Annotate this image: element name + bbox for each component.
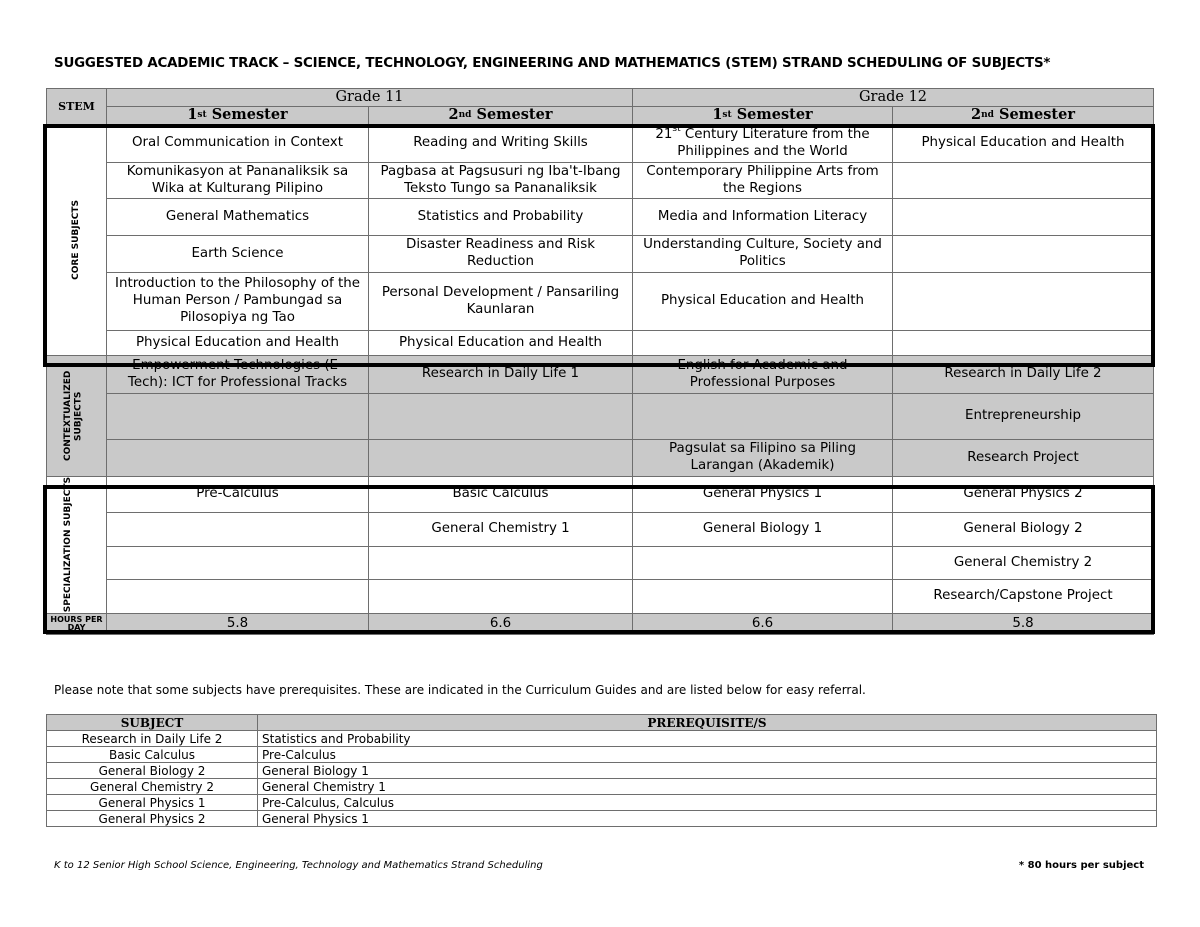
contextualized-cell: Research Project (893, 440, 1154, 477)
stem-header: STEM (46, 88, 107, 125)
contextualized-cell: Research in Daily Life 2 (893, 356, 1154, 394)
specialization-cell (369, 580, 633, 614)
core-cell (633, 331, 893, 356)
specialization-cell: Pre-Calculus (107, 477, 369, 513)
specialization-cell (107, 547, 369, 580)
core-cell: Physical Education and Health (633, 273, 893, 331)
contextualized-cell: Entrepreneurship (893, 394, 1154, 440)
specialization-cell (369, 547, 633, 580)
core-cell (893, 331, 1154, 356)
contextualized-cell (633, 394, 893, 440)
contextualized-cell (369, 394, 633, 440)
hours-value: 6.6 (369, 614, 633, 635)
specialization-cell: General Chemistry 2 (893, 547, 1154, 580)
prereq-col-subject: SUBJECT (47, 715, 258, 731)
core-cell: Reading and Writing Skills (369, 125, 633, 163)
prerequisite-table (46, 714, 1157, 827)
table-row (47, 795, 1157, 811)
grade12-header: Grade 12 (633, 88, 1154, 107)
g11-sem2-header: 2 $^{nd}$ Semester (369, 107, 633, 125)
specialization-cell (633, 547, 893, 580)
core-cell: Introduction to the Philosophy of the Human Person / Pambungad sa Pilosopiya ng Tao (107, 273, 369, 331)
prereq-subject: General Physics 1 (47, 795, 258, 811)
schedule-table (46, 88, 1154, 654)
core-cell: Disaster Readiness and Risk Reduction (369, 236, 633, 273)
contextualized-cell (107, 440, 369, 477)
specialization-cell (107, 513, 369, 547)
g12-sem1-header: 1 $^{st}$ Semester (633, 107, 893, 125)
hours-value: 6.6 (633, 614, 893, 635)
core-cell: Contemporary Philippine Arts from the Regions (633, 163, 893, 199)
specialization-cell: Research/Capstone Project (893, 580, 1154, 614)
prereq-subject: General Chemistry 2 (47, 779, 258, 795)
core-cell: General Mathematics (107, 199, 369, 236)
core-cell: Personal Development / Pansariling Kaunlaran (369, 273, 633, 331)
specialization-cell: General Chemistry 1 (369, 513, 633, 547)
specialization-cell: General Biology 2 (893, 513, 1154, 547)
table-row (47, 763, 1157, 779)
core-cell: Earth Science (107, 236, 369, 273)
prerequisite-note: Please note that some subjects have prerequisites. These are indicated in the Curriculum Guides and are listed below for easy referral. (54, 683, 866, 697)
prereq-value: General Chemistry 1 (258, 779, 1157, 795)
g11-sem1-header: 1 $^{st}$ Semester (107, 107, 369, 125)
prereq-col-prereq: PREREQUISITE/S (258, 715, 1157, 731)
footer-document-title: K to 12 Senior High School Science, Engineering, Technology and Mathematics Strand Scheduling (54, 860, 543, 871)
table-row (47, 811, 1157, 827)
prereq-value: General Biology 1 (258, 763, 1157, 779)
specialization-cell: Basic Calculus (369, 477, 633, 513)
prereq-value: Statistics and Probability (258, 731, 1157, 747)
core-cell (893, 199, 1154, 236)
table-row (47, 731, 1157, 747)
core-cell (893, 163, 1154, 199)
table-row (47, 779, 1157, 795)
contextualized-cell: Pagsulat sa Filipino sa Piling Larangan (Akademik) (633, 440, 893, 477)
hours-value: 5.8 (893, 614, 1154, 635)
specialization-cell (107, 580, 369, 614)
hours-value: 5.8 (107, 614, 369, 635)
hours-per-day-label: HOURS PER DAY (46, 614, 107, 635)
prereq-subject: General Biology 2 (47, 763, 258, 779)
core-subjects-label: CORE SUBJECTS (46, 125, 107, 356)
prereq-value: Pre-Calculus, Calculus (258, 795, 1157, 811)
prereq-subject: Basic Calculus (47, 747, 258, 763)
core-cell: Physical Education and Health (107, 331, 369, 356)
prereq-value: General Physics 1 (258, 811, 1157, 827)
core-cell: Physical Education and Health (893, 125, 1154, 163)
contextualized-cell: Empowerment Technologies (E-Tech): ICT for Professional Tracks (107, 356, 369, 394)
contextualized-cell: English for Academic and Professional Purposes (633, 356, 893, 394)
core-cell: Physical Education and Health (369, 331, 633, 356)
contextualized-cell (107, 394, 369, 440)
specialization-cell (633, 580, 893, 614)
specialization-subjects-label: SPECIALIZATION SUBJECTS (46, 477, 107, 614)
core-cell (893, 273, 1154, 331)
core-cell: Understanding Culture, Society and Politics (633, 236, 893, 273)
table-row (47, 747, 1157, 763)
core-cell: Oral Communication in Context (107, 125, 369, 163)
core-cell: 21st Century Literature from the Philippines and the World (633, 125, 893, 163)
page-title: SUGGESTED ACADEMIC TRACK – SCIENCE, TECHNOLOGY, ENGINEERING AND MATHEMATICS (STEM) STRAND SCHEDULING OF SUBJECTS* (54, 56, 1051, 71)
g12-sem2-header: 2 $^{nd}$ Semester (893, 107, 1154, 125)
core-cell: Pagbasa at Pagsusuri ng Iba't-Ibang Teksto Tungo sa Pananaliksik (369, 163, 633, 199)
core-cell: Media and Information Literacy (633, 199, 893, 236)
specialization-cell: General Physics 1 (633, 477, 893, 513)
contextualized-cell: Research in Daily Life 1 (369, 356, 633, 394)
prereq-subject: General Physics 2 (47, 811, 258, 827)
core-cell: Komunikasyon at Pananaliksik sa Wika at Kulturang Pilipino (107, 163, 369, 199)
contextualized-subjects-label: CONTEXTUALIZED SUBJECTS (46, 356, 107, 477)
grade11-header: Grade 11 (107, 88, 633, 107)
core-cell: Statistics and Probability (369, 199, 633, 236)
prereq-value: Pre-Calculus (258, 747, 1157, 763)
specialization-cell: General Physics 2 (893, 477, 1154, 513)
contextualized-cell (369, 440, 633, 477)
footer-hours-note: * 80 hours per subject (1018, 860, 1144, 871)
core-cell (893, 236, 1154, 273)
specialization-cell: General Biology 1 (633, 513, 893, 547)
prereq-subject: Research in Daily Life 2 (47, 731, 258, 747)
